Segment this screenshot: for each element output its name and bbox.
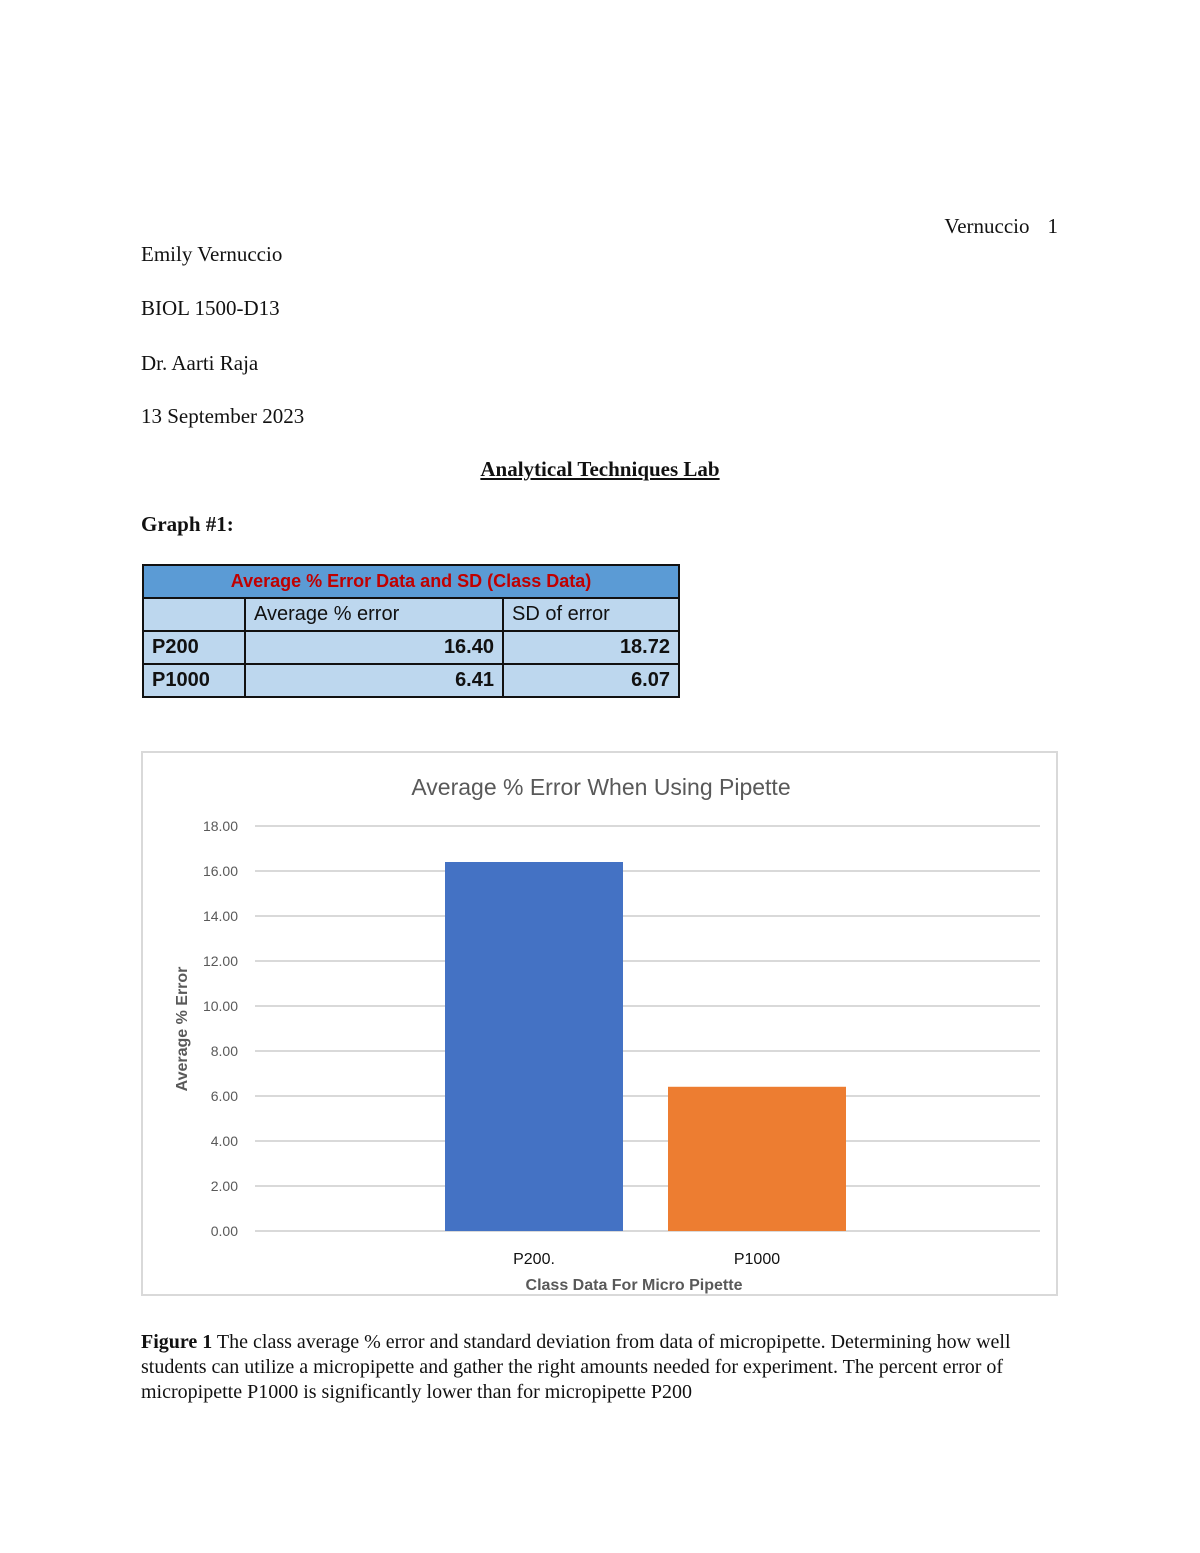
- table-header-cell: SD of error: [503, 598, 679, 631]
- category-label: P1000: [733, 1251, 781, 1268]
- document-date: 13 September 2023: [141, 404, 305, 428]
- page-header: [926, 214, 1058, 239]
- author-name: Emily Vernuccio: [141, 242, 283, 266]
- bar-chart: [143, 753, 1060, 1298]
- y-tick-label: 18.00: [202, 818, 238, 834]
- row-label: P200: [143, 631, 245, 664]
- chart-frame: [141, 751, 1058, 1296]
- course-code: BIOL 1500-D13: [141, 296, 280, 320]
- table-title-row: [143, 565, 679, 598]
- y-tick-label: 16.00: [202, 863, 238, 879]
- caption-text: The class average % error and standard deviation from data of micropipette. Determining how well students can utilize a micropipette and gather the right amounts needed for experiment. The percent error of micropipette P1000 is significantly lower than for micropipette P200: [141, 1331, 1011, 1403]
- y-tick-label: 6.00: [210, 1088, 238, 1104]
- instructor-name: Dr. Aarti Raja: [141, 351, 259, 375]
- bar-p200: [445, 862, 623, 1231]
- category-labels: [513, 1251, 780, 1268]
- table-header-row: [143, 598, 679, 631]
- avg-error-cell: 6.41: [245, 664, 503, 697]
- table-row: [143, 631, 679, 664]
- document-title: Analytical Techniques Lab: [480, 457, 720, 481]
- chart-title: Average % Error When Using Pipette: [411, 774, 791, 800]
- data-table: [142, 564, 680, 698]
- y-axis-label: Average % Error: [174, 966, 191, 1092]
- avg-error-cell: 16.40: [245, 631, 503, 664]
- figure-caption: [141, 1330, 1061, 1405]
- bar-p1000: [668, 1087, 846, 1231]
- table-row: [143, 664, 679, 697]
- x-axis-label: Class Data For Micro Pipette: [525, 1277, 743, 1294]
- y-tick-label: 10.00: [202, 998, 238, 1014]
- table-title: Average % Error Data and SD (Class Data): [143, 565, 679, 598]
- y-tick-labels: [203, 818, 238, 1239]
- y-tick-label: 12.00: [202, 953, 238, 969]
- y-tick-label: 0.00: [210, 1223, 238, 1239]
- y-tick-label: 2.00: [210, 1178, 238, 1194]
- y-tick-label: 14.00: [202, 908, 238, 924]
- header-page-number: 1: [1047, 214, 1058, 238]
- y-tick-label: 4.00: [210, 1133, 238, 1149]
- sd-error-cell: 6.07: [503, 664, 679, 697]
- graph-heading: Graph #1:: [141, 512, 234, 536]
- sd-error-cell: 18.72: [503, 631, 679, 664]
- y-tick-label: 8.00: [210, 1043, 238, 1059]
- grid-lines: [255, 826, 1040, 1231]
- bars: [445, 862, 846, 1231]
- row-label: P1000: [143, 664, 245, 697]
- caption-label: Figure 1: [141, 1331, 213, 1353]
- table-header-cell: Average % error: [245, 598, 503, 631]
- table-header-cell: [143, 598, 245, 631]
- category-label: P200.: [513, 1251, 555, 1268]
- header-name: Vernuccio: [944, 214, 1030, 238]
